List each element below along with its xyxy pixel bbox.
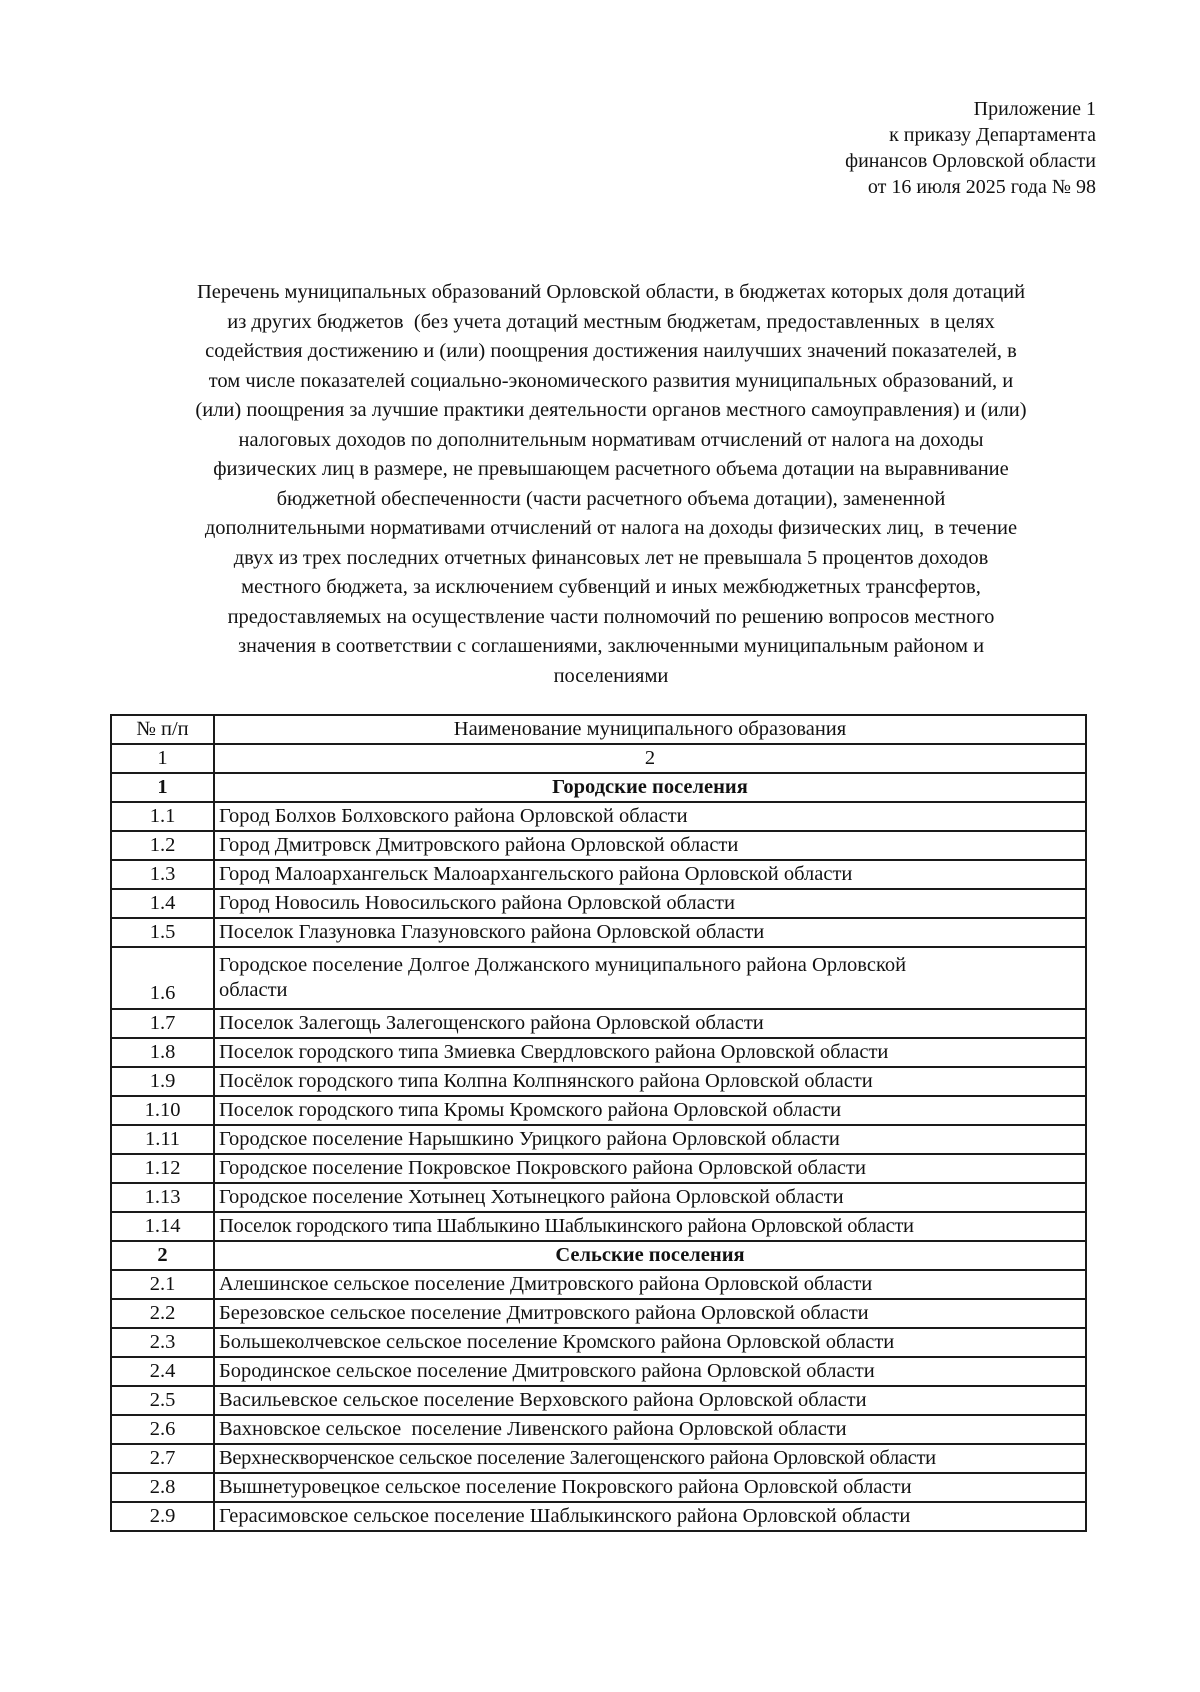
row-num: 2.7 <box>111 1444 214 1473</box>
table-row <box>111 1299 1086 1328</box>
row-name: Город Болхов Болховского района Орловской области <box>214 802 1086 831</box>
section-row-rural <box>111 1241 1086 1270</box>
title-line: поселениями <box>553 664 669 687</box>
table-row <box>111 1154 1086 1183</box>
table-row <box>111 1096 1086 1125</box>
table-row <box>111 1009 1086 1038</box>
title-line: Перечень муниципальных образований Орловской области, в бюджетах которых доля дотаций <box>196 281 1026 303</box>
row-name: Посёлок городского типа Колпна Колпнянского района Орловской области <box>214 1067 1086 1096</box>
row-name: Городское поселение Хотынец Хотынецкого района Орловской области <box>214 1183 1086 1212</box>
row-name: Вахновское сельское поселение Ливенского района Орловской области <box>214 1415 1086 1444</box>
title-line: содействия достижению и (или) поощрения достижения наилучших значений показателей, в <box>205 340 1017 362</box>
row-num: 1.7 <box>111 1009 214 1038</box>
row-num: 2.4 <box>111 1357 214 1386</box>
table-row <box>111 802 1086 831</box>
title-line: предоставляемых на осуществление части полномочий по решению вопросов местного <box>227 605 995 628</box>
title-line: физических лиц в размере, не превышающем расчетного объема дотации на выравнивание <box>213 458 1009 480</box>
row-name: Город Новосиль Новосильского района Орловской области <box>214 889 1086 918</box>
row-name: Поселок городского типа Шаблыкино Шаблыкинского района Орловской области <box>214 1212 1086 1241</box>
row-num: 2.1 <box>111 1270 214 1299</box>
title-line: налоговых доходов по дополнительным нормативам отчислений от налога на доходы <box>238 428 984 451</box>
table-row <box>111 860 1086 889</box>
table-row <box>111 889 1086 918</box>
table-row <box>111 1357 1086 1386</box>
row-name: Вышнетуровецкое сельское поселение Покровского района Орловской области <box>214 1473 1086 1502</box>
row-num: 2.2 <box>111 1299 214 1328</box>
row-num: 1.1 <box>111 802 214 831</box>
row-num: 1.12 <box>111 1154 214 1183</box>
appendix-order-ref: к приказу Департамента <box>889 124 1096 146</box>
row-name: Верхнескворченское сельское поселение Залегощенского района Орловской области <box>214 1444 1086 1473</box>
row-name: Поселок Залегощь Залегощенского района Орловской области <box>214 1009 1086 1038</box>
row-num: 1.5 <box>111 918 214 947</box>
title-line: значения в соответствии с соглашениями, заключенными муниципальным районом и <box>237 635 985 657</box>
appendix-department: финансов Орловской области <box>845 150 1096 172</box>
row-name: Поселок Глазуновка Глазуновского района Орловской области <box>214 918 1086 947</box>
column-number-2: 2 <box>214 744 1086 773</box>
section-title: Городские поселения <box>214 773 1086 802</box>
row-name: Поселок городского типа Змиевка Свердловского района Орловской области <box>214 1038 1086 1067</box>
row-num: 2.3 <box>111 1328 214 1357</box>
section-num: 1 <box>111 773 214 802</box>
table-row <box>111 1444 1086 1473</box>
table-row <box>111 1328 1086 1357</box>
municipalities-table <box>110 714 1087 1532</box>
row-name: Городское поселение Нарышкино Урицкого района Орловской области <box>214 1125 1086 1154</box>
row-num: 1.11 <box>111 1125 214 1154</box>
row-name: Васильевское сельское поселение Верховского района Орловской области <box>214 1386 1086 1415</box>
appendix-date: от 16 июля 2025 года № 98 <box>867 176 1096 198</box>
column-number-1: 1 <box>111 744 214 773</box>
row-name: Большеколчевское сельское поселение Кромского района Орловской области <box>214 1328 1086 1357</box>
header-num: № п/п <box>111 715 214 744</box>
row-num: 1.3 <box>111 860 214 889</box>
row-name: Березовское сельское поселение Дмитровского района Орловской области <box>214 1299 1086 1328</box>
title-line: двух из трех последних отчетных финансовых лет не превышала 5 процентов доходов <box>233 546 989 569</box>
table-row <box>111 918 1086 947</box>
row-num: 1.10 <box>111 1096 214 1125</box>
row-num: 1.6 <box>111 947 214 1009</box>
row-num: 2.8 <box>111 1473 214 1502</box>
title-line: (или) поощрения за лучшие практики деятельности органов местного самоуправления) и (или) <box>195 399 1027 421</box>
table-row <box>111 1212 1086 1241</box>
row-num: 1.2 <box>111 831 214 860</box>
table-row <box>111 1473 1086 1502</box>
row-name: Город Малоархангельск Малоархангельского района Орловской области <box>214 860 1086 889</box>
title-line: дополнительными нормативами отчислений от налога на доходы физических лиц, в течение <box>204 517 1018 539</box>
table-row <box>111 831 1086 860</box>
row-num: 1.9 <box>111 1067 214 1096</box>
table-row <box>111 1038 1086 1067</box>
row-name: Поселок городского типа Кромы Кромского района Орловской области <box>214 1096 1086 1125</box>
document-title <box>118 278 1104 691</box>
table-row <box>111 1183 1086 1212</box>
column-number-row <box>111 744 1086 773</box>
row-num: 2.9 <box>111 1502 214 1531</box>
row-num: 2.5 <box>111 1386 214 1415</box>
appendix-number: Приложение 1 <box>973 98 1096 120</box>
section-row-urban <box>111 773 1086 802</box>
section-num: 2 <box>111 1241 214 1270</box>
title-line: местного бюджета, за исключением субвенций и иных межбюджетных трансфертов, <box>241 576 981 598</box>
title-line: из других бюджетов (без учета дотаций местным бюджетам, предоставленных в целях <box>227 310 995 333</box>
row-num: 1.13 <box>111 1183 214 1212</box>
table-row <box>111 1125 1086 1154</box>
row-name: Бородинское сельское поселение Дмитровского района Орловской области <box>214 1357 1086 1386</box>
table-row <box>111 947 1086 1009</box>
row-name: Город Дмитровск Дмитровского района Орловской области <box>214 831 1086 860</box>
row-num: 1.4 <box>111 889 214 918</box>
header-name: Наименование муниципального образования <box>214 715 1086 744</box>
row-num: 1.8 <box>111 1038 214 1067</box>
row-name: Городское поселение Покровское Покровского района Орловской области <box>214 1154 1086 1183</box>
table-row <box>111 1067 1086 1096</box>
row-name: Алешинское сельское поселение Дмитровского района Орловской области <box>214 1270 1086 1299</box>
table-row <box>111 1502 1086 1531</box>
row-num: 2.6 <box>111 1415 214 1444</box>
table-row <box>111 1386 1086 1415</box>
table-row <box>111 1415 1086 1444</box>
title-line: том числе показателей социально-экономического развития муниципальных образований, и <box>208 369 1014 392</box>
row-name: Герасимовское сельское поселение Шаблыкинского района Орловской области <box>214 1502 1086 1531</box>
row-name: Городское поселение Долгое Должанского муниципального района Орловской области <box>214 947 1086 1009</box>
row-num: 1.14 <box>111 1212 214 1241</box>
title-line: бюджетной обеспеченности (части расчетного объема дотации), замененной <box>276 487 946 510</box>
table-header-row <box>111 715 1086 744</box>
table-row <box>111 1270 1086 1299</box>
section-title: Сельские поселения <box>214 1241 1086 1270</box>
appendix-header <box>845 96 1096 200</box>
